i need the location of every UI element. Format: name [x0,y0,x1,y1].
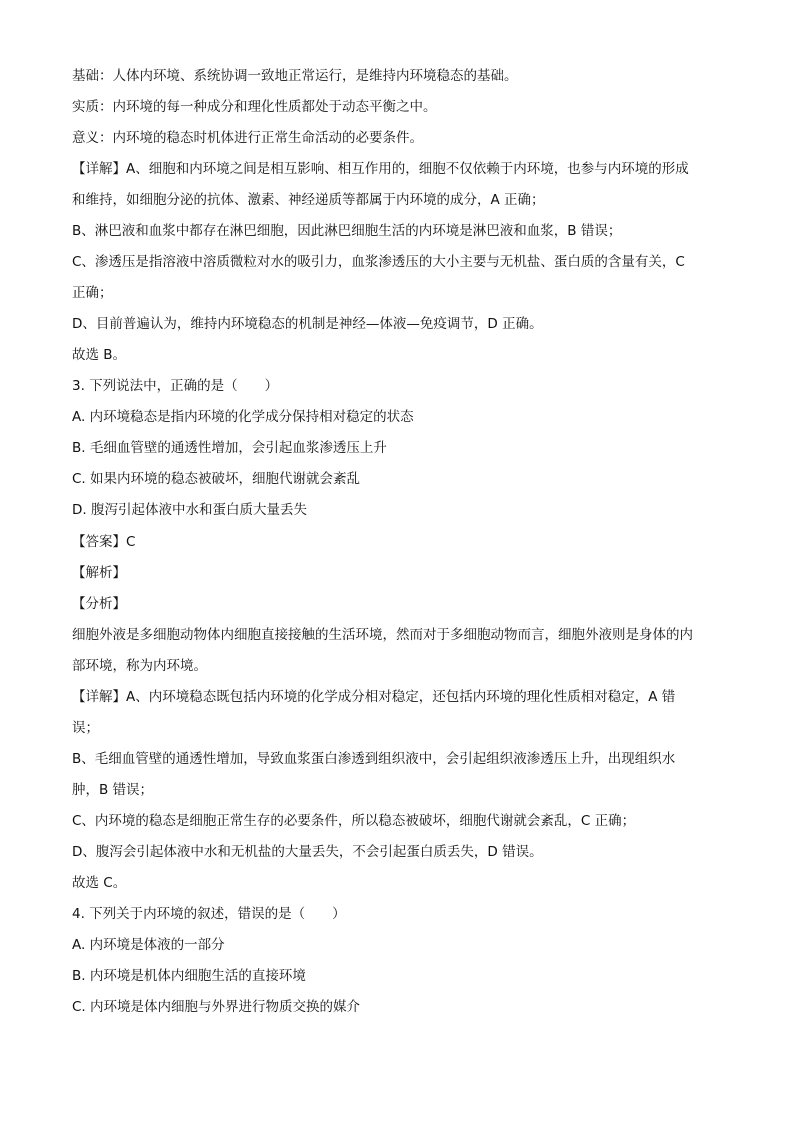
option-c: C. 如果内环境的稳态被破坏，细胞代谢就会紊乱 [72,471,361,487]
question-stem: 3. 下列说法中，正确的是（ ） [72,378,279,394]
option-a: A. 内环境是体液的一部分 [72,937,225,953]
option-b: B. 内环境是机体内细胞生活的直接环境 [72,968,306,984]
text-line: 【详解】A、内环境稳态既包括内环境的化学成分相对稳定，还包括内环境的理化性质相对稳定，A 错 [72,689,676,705]
option-d: D. 腹泻引起体液中水和蛋白质大量丢失 [72,502,307,518]
analysis-sub-label: 【分析】 [72,596,126,612]
text-line: D、目前普遍认为，维持内环境稳态的机制是神经—体液—免疫调节，D 正确。 [72,316,543,332]
text-line: 实质：内环境的每一种成分和理化性质都处于动态平衡之中。 [72,99,437,115]
text-line: D、腹泻会引起体液中水和无机盐的大量丢失，不会引起蛋白质丢失，D 错误。 [72,844,543,860]
question-stem: 4. 下列关于内环境的叙述，错误的是（ ） [72,906,346,922]
text-line: 误； [72,720,99,736]
text-line: C、渗透压是指溶液中溶质微粒对水的吸引力，血浆渗透压的大小主要与无机盐、蛋白质的含量有关，C [72,254,685,270]
text-line: C、内环境的稳态是细胞正常生存的必要条件，所以稳态被破坏，细胞代谢就会紊乱，C 正确； [72,813,636,829]
text-line: 故选 C。 [72,875,127,891]
text-line: 和维持，如细胞分泌的抗体、激素、神经递质等都属于内环境的成分，A 正确； [72,192,545,208]
text-line: 细胞外液是多细胞动物体内细胞直接接触的生活环境，然而对于多细胞动物而言，细胞外液则是身体的内 [72,627,693,643]
text-line: 部环境，称为内环境。 [72,658,207,674]
analysis-label: 【解析】 [72,565,126,581]
option-c: C. 内环境是体内细胞与外界进行物质交换的媒介 [72,999,361,1015]
text-line: B、毛细血管壁的通透性增加，导致血浆蛋白渗透到组织液中，会引起组织液渗透压上升，出现组织水 [72,751,676,767]
text-line: 【详解】A、细胞和内环境之间是相互影响、相互作用的，细胞不仅依赖于内环境，也参与内环境的形成 [72,161,689,177]
text-line: 正确； [72,285,113,301]
answer-label: 【答案】C [72,534,136,550]
text-line: 意义：内环境的稳态时机体进行正常生命活动的必要条件。 [72,130,423,146]
text-line: 基础：人体内环境、系统协调一致地正常运行，是维持内环境稳态的基础。 [72,68,518,84]
text-line: B、淋巴液和血浆中都存在淋巴细胞，因此淋巴细胞生活的内环境是淋巴液和血浆，B 错误； [72,223,622,239]
option-b: B. 毛细血管壁的通透性增加，会引起血浆渗透压上升 [72,440,387,456]
text-line: 肿，B 错误； [72,782,154,798]
option-a: A. 内环境稳态是指内环境的化学成分保持相对稳定的状态 [72,409,414,425]
text-line: 故选 B。 [72,347,127,363]
